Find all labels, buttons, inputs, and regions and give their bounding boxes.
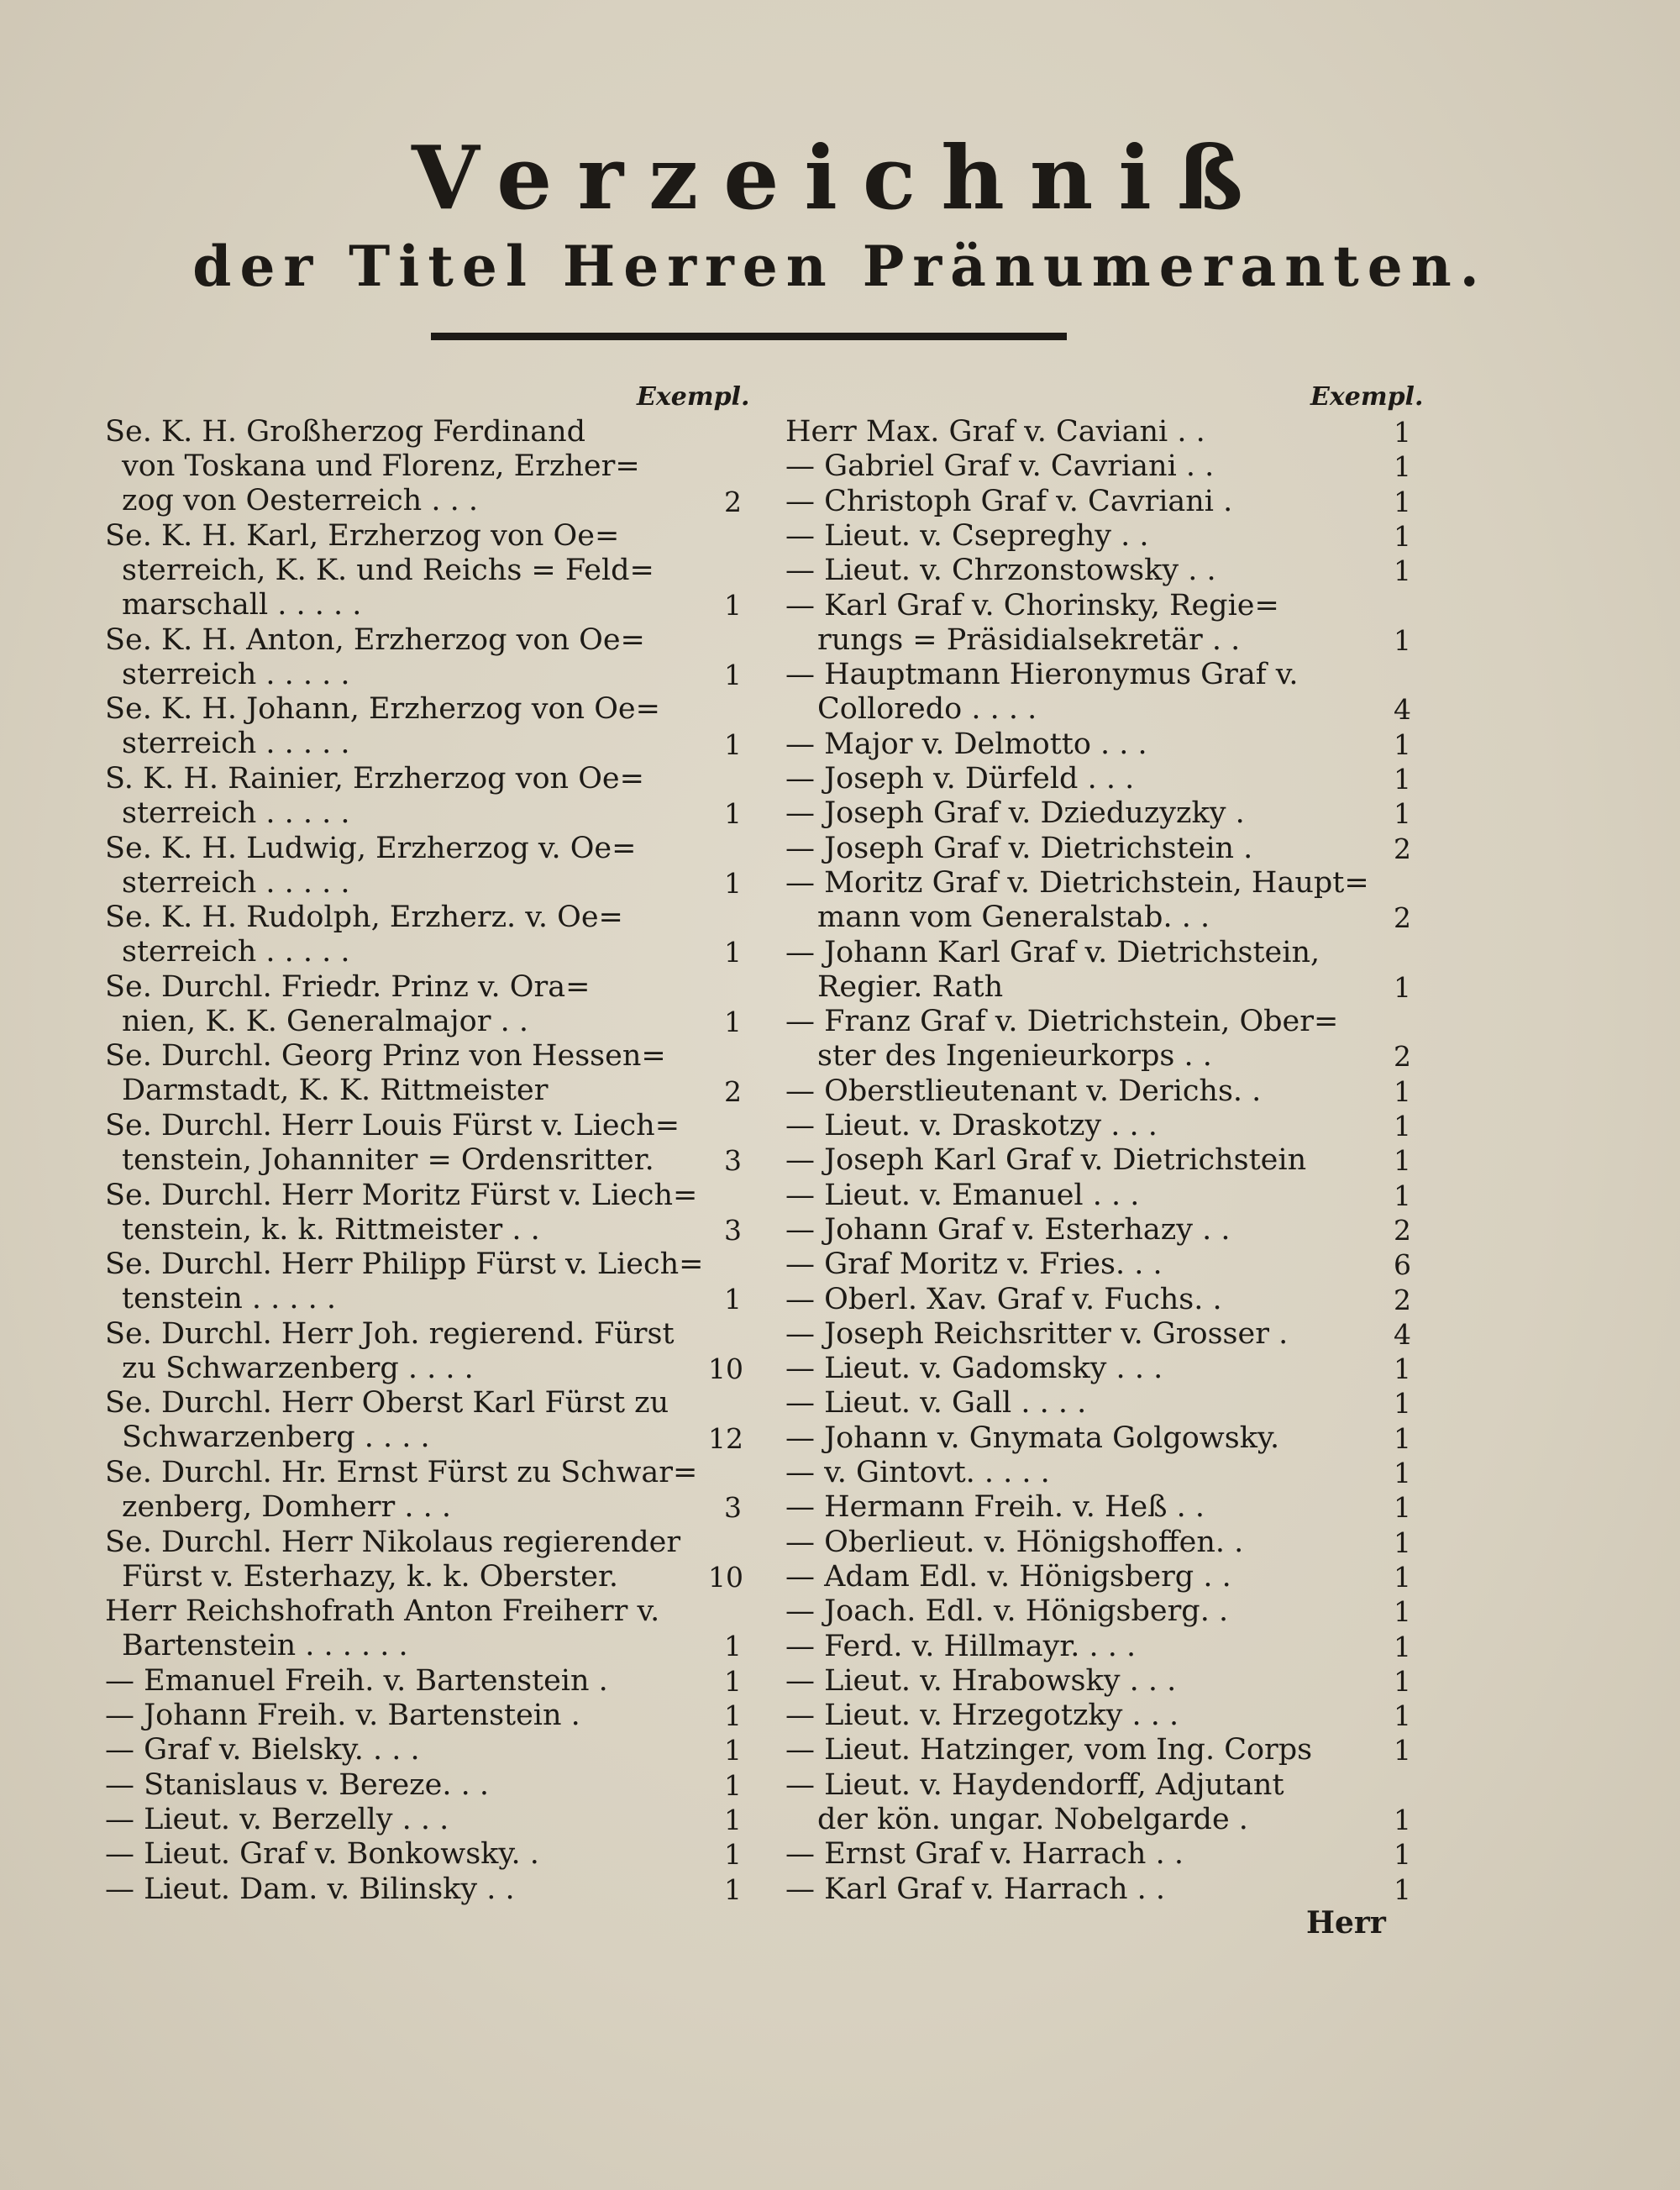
- exemplar-count: 2: [1394, 1040, 1411, 1074]
- title-rule: [431, 333, 1067, 340]
- entry-line: — Johann v. Gnymata Golgowsky.: [785, 1421, 1280, 1455]
- exemplar-count: 1: [724, 1283, 742, 1316]
- register-entry: [105, 1803, 742, 1837]
- register-entry: [105, 831, 742, 901]
- register-entry: [105, 692, 742, 761]
- entry-line: Se. Durchl. Friedr. Prinz v. Ora=: [105, 969, 591, 1004]
- entry-line: — Lieut. Dam. v. Bilinsky . .: [105, 1872, 515, 1906]
- entry-line: Se. Durchl. Herr Nikolaus regierender: [105, 1525, 681, 1559]
- entry-line: Colloredo . . . .: [817, 692, 1037, 727]
- exemplar-count: 1: [1394, 797, 1411, 831]
- register-entry: [105, 1663, 742, 1699]
- register-entry: [105, 1767, 742, 1803]
- register-entry: [105, 518, 742, 622]
- entry-line: — Lieut. v. Chrzonstowsky . .: [785, 554, 1216, 588]
- register-entry: [785, 1490, 1411, 1525]
- exemplar-count: 1: [724, 1872, 742, 1906]
- exemplar-count: 3: [724, 1491, 742, 1525]
- register-entry: [785, 1733, 1411, 1767]
- entry-line: — Stanislaus v. Bereze. . .: [105, 1767, 489, 1802]
- entry-line: — Joach. Edl. v. Hönigsberg. .: [785, 1594, 1229, 1629]
- register-entry: [785, 762, 1411, 796]
- entry-line: Se. Durchl. Hr. Ernst Fürst zu Schwar=: [105, 1456, 698, 1489]
- entry-line: — Moritz Graf v. Dietrichstein, Haupt=: [785, 865, 1369, 900]
- register-entry: [785, 449, 1411, 484]
- exemplar-count: 2: [1394, 832, 1411, 865]
- exemplar-count: 2: [724, 485, 742, 518]
- entry-line: — Hauptmann Hieronymus Graf v.: [785, 658, 1299, 692]
- register-entry: [105, 1733, 742, 1767]
- register-entry: [785, 518, 1411, 554]
- entry-line: tenstein . . . . .: [122, 1282, 337, 1316]
- register-entry: [785, 658, 1411, 727]
- register-entry: [785, 727, 1411, 762]
- register-entry: [785, 1247, 1411, 1282]
- entry-line: — Lieut. v. Csepreghy . .: [785, 518, 1149, 553]
- exemplar-count: 1: [1394, 1664, 1411, 1698]
- exemplar-count: 1: [1394, 1699, 1411, 1733]
- entry-line: Se. Durchl. Herr Philipp Fürst v. Liech=: [105, 1247, 704, 1282]
- register-entry: [105, 415, 742, 518]
- exemplar-count: 1: [1394, 1872, 1411, 1906]
- register-entry: [105, 1178, 742, 1247]
- exemplar-count: 1: [1394, 554, 1411, 588]
- entry-line: — Graf Moritz v. Fries. . .: [785, 1247, 1163, 1282]
- entry-line: tenstein, Johanniter = Ordensritter.: [122, 1143, 654, 1177]
- entry-line: — Lieut. v. Gadomsky . . .: [785, 1352, 1163, 1386]
- entry-line: — Lieut. Graf v. Bonkowsky. .: [105, 1837, 539, 1872]
- exemplar-count: 1: [1394, 1526, 1411, 1559]
- entry-line: zog von Oesterreich . . .: [122, 484, 478, 517]
- page-subtitle: der Titel Herren Pränumeranten.: [192, 234, 1488, 299]
- entry-line: sterreich . . . . .: [122, 865, 350, 900]
- exemplar-count: 1: [724, 797, 742, 831]
- register-entry: [785, 415, 1411, 449]
- entry-line: — Oberlieut. v. Hönigshoffen. .: [785, 1525, 1244, 1559]
- entry-line: Herr Reichshofrath Anton Freiherr v.: [105, 1594, 660, 1629]
- exemplar-count: 1: [724, 1734, 742, 1767]
- exemplar-count: 10: [708, 1560, 743, 1594]
- register-entry: [785, 1767, 1411, 1837]
- exemplar-count: 1: [724, 727, 742, 761]
- entry-line: — Oberl. Xav. Graf v. Fuchs. .: [785, 1282, 1222, 1316]
- entry-line: sterreich . . . . .: [122, 935, 350, 969]
- exemplar-count: 1: [724, 866, 742, 900]
- entry-line: Se. Durchl. Herr Louis Fürst v. Liech=: [105, 1109, 680, 1142]
- entry-line: — Major v. Delmotto . . .: [785, 727, 1147, 761]
- entry-line: — Johann Freih. v. Bartenstein .: [105, 1699, 580, 1733]
- entry-line: — Johann Karl Graf v. Dietrichstein,: [785, 935, 1320, 969]
- entry-line: Se. K. H. Ludwig, Erzherzog v. Oe=: [105, 831, 637, 865]
- exemplar-count: 1: [724, 1838, 742, 1872]
- entry-line: sterreich, K. K. und Reichs = Feld=: [122, 553, 654, 587]
- exemplar-count: 2: [1394, 901, 1411, 935]
- register-entry: [785, 1456, 1411, 1490]
- entry-line: — Oberstlieutenant v. Derichs. .: [785, 1074, 1262, 1108]
- exemplar-count: 1: [1394, 1595, 1411, 1629]
- register-entry: [785, 1837, 1411, 1872]
- entry-line: — Emanuel Freih. v. Bartenstein .: [105, 1663, 608, 1698]
- exemplar-count: 1: [1394, 727, 1411, 761]
- exemplar-count: 1: [1394, 763, 1411, 796]
- register-entry: [785, 831, 1411, 866]
- entry-line: Se. K. H. Anton, Erzherzog von Oe=: [105, 622, 645, 657]
- register-entry: [785, 1282, 1411, 1317]
- entry-line: Se. Durchl. Herr Joh. regierend. Fürst: [105, 1316, 675, 1351]
- register-entry: [785, 1663, 1411, 1699]
- entry-line: zu Schwarzenberg . . . .: [122, 1351, 474, 1385]
- register-entry: [105, 1872, 742, 1907]
- catchword: Herr: [1306, 1905, 1386, 1941]
- exemplar-count: 1: [1394, 1352, 1411, 1386]
- exemplar-count: 2: [724, 1074, 742, 1108]
- register-entry: [105, 901, 742, 969]
- exemplar-count: 2: [1394, 1213, 1411, 1247]
- entry-line: ster des Ingenieurkorps . .: [817, 1039, 1212, 1074]
- entry-line: — Ernst Graf v. Harrach . .: [785, 1837, 1184, 1872]
- exemplar-count: 1: [724, 1006, 742, 1039]
- exemplar-count: 1: [1394, 1803, 1411, 1836]
- register-entry: [785, 1074, 1411, 1109]
- exemplar-count: 1: [724, 1664, 742, 1698]
- page-title: Verzeichniß: [412, 126, 1268, 229]
- exemplar-count: 1: [1394, 623, 1411, 657]
- register-entry: [785, 935, 1411, 1005]
- exemplar-count: 1: [1394, 1734, 1411, 1767]
- entry-line: — Lieut. v. Draskotzy . . .: [785, 1109, 1158, 1142]
- entry-line: von Toskana und Florenz, Erzher=: [122, 449, 640, 483]
- entry-line: — Christoph Graf v. Cavriani .: [785, 484, 1233, 518]
- left-column-header: Exempl.: [637, 382, 750, 412]
- entry-line: Se. K. H. Johann, Erzherzog von Oe=: [105, 692, 660, 727]
- entry-line: nien, K. K. Generalmajor . .: [122, 1004, 528, 1038]
- entry-line: — Gabriel Graf v. Cavriani . .: [785, 449, 1215, 484]
- exemplar-count: 1: [724, 589, 742, 622]
- register-entry: [785, 1109, 1411, 1143]
- register-entry: [785, 1525, 1411, 1560]
- register-entry: [785, 1386, 1411, 1421]
- exemplar-count: 1: [1394, 1110, 1411, 1142]
- exemplar-count: 4: [1394, 1317, 1411, 1351]
- exemplar-count: 1: [724, 1768, 742, 1802]
- register-entry: [785, 1212, 1411, 1247]
- entry-line: zenberg, Domherr . . .: [122, 1490, 451, 1524]
- register-entry: [785, 1178, 1411, 1213]
- exemplar-count: 1: [1394, 1630, 1411, 1663]
- entry-line: — Ferd. v. Hillmayr. . . .: [785, 1629, 1137, 1663]
- exemplar-count: 1: [1394, 1387, 1411, 1421]
- register-entry: [785, 1872, 1411, 1907]
- entry-line: Se. K. H. Rudolph, Erzherz. v. Oe=: [105, 901, 623, 935]
- entry-line: — Graf v. Bielsky. . . .: [105, 1733, 420, 1767]
- exemplar-count: 10: [708, 1352, 743, 1386]
- register-entry: [105, 1594, 742, 1663]
- entry-line: mann vom Generalstab. . .: [817, 900, 1210, 934]
- entry-line: — Joseph Karl Graf v. Dietrichstein: [785, 1143, 1307, 1178]
- exemplar-count: 1: [1394, 1421, 1411, 1455]
- exemplar-count: 3: [724, 1213, 742, 1247]
- entry-line: Se. K. H. Karl, Erzherzog von Oe=: [105, 518, 620, 553]
- register-entry: [105, 1109, 742, 1178]
- exemplar-count: 1: [1394, 450, 1411, 484]
- entry-line: marschall . . . . .: [122, 587, 362, 622]
- register-entry: [105, 1316, 743, 1386]
- exemplar-count: 2: [1394, 1283, 1411, 1316]
- entry-line: — Joseph Graf v. Dietrichstein .: [785, 831, 1253, 865]
- entry-line: der kön. ungar. Nobelgarde .: [817, 1802, 1248, 1836]
- register-entry: [105, 622, 742, 692]
- register-entry: [785, 865, 1411, 935]
- entry-line: Darmstadt, K. K. Rittmeister: [122, 1074, 549, 1108]
- exemplar-count: 1: [1394, 519, 1411, 553]
- exemplar-count: 1: [1394, 1560, 1411, 1594]
- entry-line: Regier. Rath: [817, 969, 1004, 1004]
- exemplar-count: 1: [1394, 1457, 1411, 1489]
- entry-line: Schwarzenberg . . . .: [122, 1421, 430, 1455]
- register-entry: [785, 588, 1411, 658]
- exemplar-count: 1: [1394, 1074, 1411, 1108]
- register-entry: [105, 762, 742, 831]
- register-entry: [105, 1039, 742, 1108]
- entry-line: Fürst v. Esterhazy, k. k. Oberster.: [122, 1559, 619, 1594]
- register-entry: [105, 1386, 743, 1455]
- entry-line: — Lieut. v. Berzelly . . .: [105, 1803, 449, 1836]
- entry-line: — Lieut. v. Hrzegotzky . . .: [785, 1699, 1179, 1733]
- entry-line: sterreich . . . . .: [122, 657, 350, 691]
- entry-line: — Lieut. v. Haydendorff, Adjutant: [785, 1767, 1284, 1802]
- exemplar-count: 1: [1394, 485, 1411, 518]
- exemplar-count: 1: [724, 1804, 742, 1836]
- exemplar-count: 1: [1394, 1491, 1411, 1525]
- exemplar-count: 4: [1394, 693, 1411, 727]
- exemplar-count: 1: [1394, 1179, 1411, 1212]
- entry-line: — Adam Edl. v. Hönigsberg . .: [785, 1559, 1231, 1594]
- exemplar-count: 1: [1394, 1838, 1411, 1872]
- register-entry: [785, 484, 1411, 519]
- register-entry: [785, 1629, 1411, 1664]
- register-entry: [785, 1143, 1411, 1178]
- register-entry: [785, 1559, 1411, 1594]
- register-entry: [785, 1594, 1411, 1629]
- exemplar-count: 1: [1394, 416, 1411, 449]
- entry-line: S. K. H. Rainier, Erzherzog von Oe=: [105, 762, 644, 796]
- register-entry: [105, 1699, 742, 1733]
- entry-line: — Joseph v. Dürfeld . . .: [785, 762, 1135, 796]
- entry-line: — Karl Graf v. Harrach . .: [785, 1872, 1166, 1906]
- register-entry: [785, 796, 1411, 831]
- entry-line: Se. Durchl. Herr Oberst Karl Fürst zu: [105, 1386, 669, 1421]
- entry-line: Se. Durchl. Herr Moritz Fürst v. Liech=: [105, 1178, 698, 1212]
- exemplar-count: 3: [724, 1144, 742, 1178]
- entry-line: tenstein, k. k. Rittmeister . .: [122, 1212, 540, 1247]
- entry-line: sterreich . . . . .: [122, 796, 350, 830]
- register-entry: [105, 969, 742, 1039]
- register-entry: [785, 1699, 1411, 1733]
- entry-line: — Lieut. v. Gall . . . .: [785, 1386, 1087, 1421]
- exemplar-count: 1: [1394, 1144, 1411, 1178]
- register-entry: [105, 1456, 742, 1525]
- exemplar-count: 1: [724, 1630, 742, 1663]
- entry-line: — v. Gintovt. . . . .: [785, 1456, 1050, 1489]
- exemplar-count: 1: [724, 1699, 742, 1733]
- register-entry: [785, 1316, 1411, 1352]
- entry-line: — Karl Graf v. Chorinsky, Regie=: [785, 588, 1279, 622]
- entry-line: — Johann Graf v. Esterhazy . .: [785, 1212, 1231, 1247]
- register-entry: [105, 1247, 742, 1316]
- entry-line: Se. Durchl. Georg Prinz von Hessen=: [105, 1039, 666, 1074]
- register-entry: [785, 1352, 1411, 1386]
- register-entry: [785, 1005, 1411, 1074]
- entry-line: — Lieut. Hatzinger, vom Ing. Corps: [785, 1733, 1313, 1767]
- exemplar-count: 1: [724, 936, 742, 969]
- entry-line: Herr Max. Graf v. Caviani . .: [785, 415, 1205, 449]
- exemplar-count: 6: [1394, 1248, 1411, 1282]
- exemplar-count: 1: [724, 659, 742, 692]
- entry-line: — Lieut. v. Emanuel . . .: [785, 1178, 1140, 1212]
- entry-line: Se. K. H. Großherzog Ferdinand: [105, 415, 586, 449]
- entry-line: — Franz Graf v. Dietrichstein, Ober=: [785, 1005, 1339, 1039]
- exemplar-count: 1: [1394, 970, 1411, 1004]
- entry-line: — Joseph Reichsritter v. Grosser .: [785, 1316, 1289, 1351]
- register-entry: [105, 1525, 743, 1594]
- right-column-header: Exempl.: [1310, 382, 1424, 412]
- register-entry: [785, 1421, 1411, 1456]
- entry-line: Bartenstein . . . . . .: [122, 1629, 408, 1663]
- register-entry: [785, 554, 1411, 588]
- exemplar-count: 12: [708, 1421, 743, 1455]
- entry-line: rungs = Präsidialsekretär . .: [817, 622, 1241, 657]
- entry-line: sterreich . . . . .: [122, 727, 350, 761]
- entry-line: — Lieut. v. Hrabowsky . . .: [785, 1663, 1177, 1698]
- entry-line: — Joseph Graf v. Dzieduzyzky .: [785, 796, 1245, 831]
- entry-line: — Hermann Freih. v. Heß . .: [785, 1490, 1205, 1525]
- register-entry: [105, 1837, 742, 1872]
